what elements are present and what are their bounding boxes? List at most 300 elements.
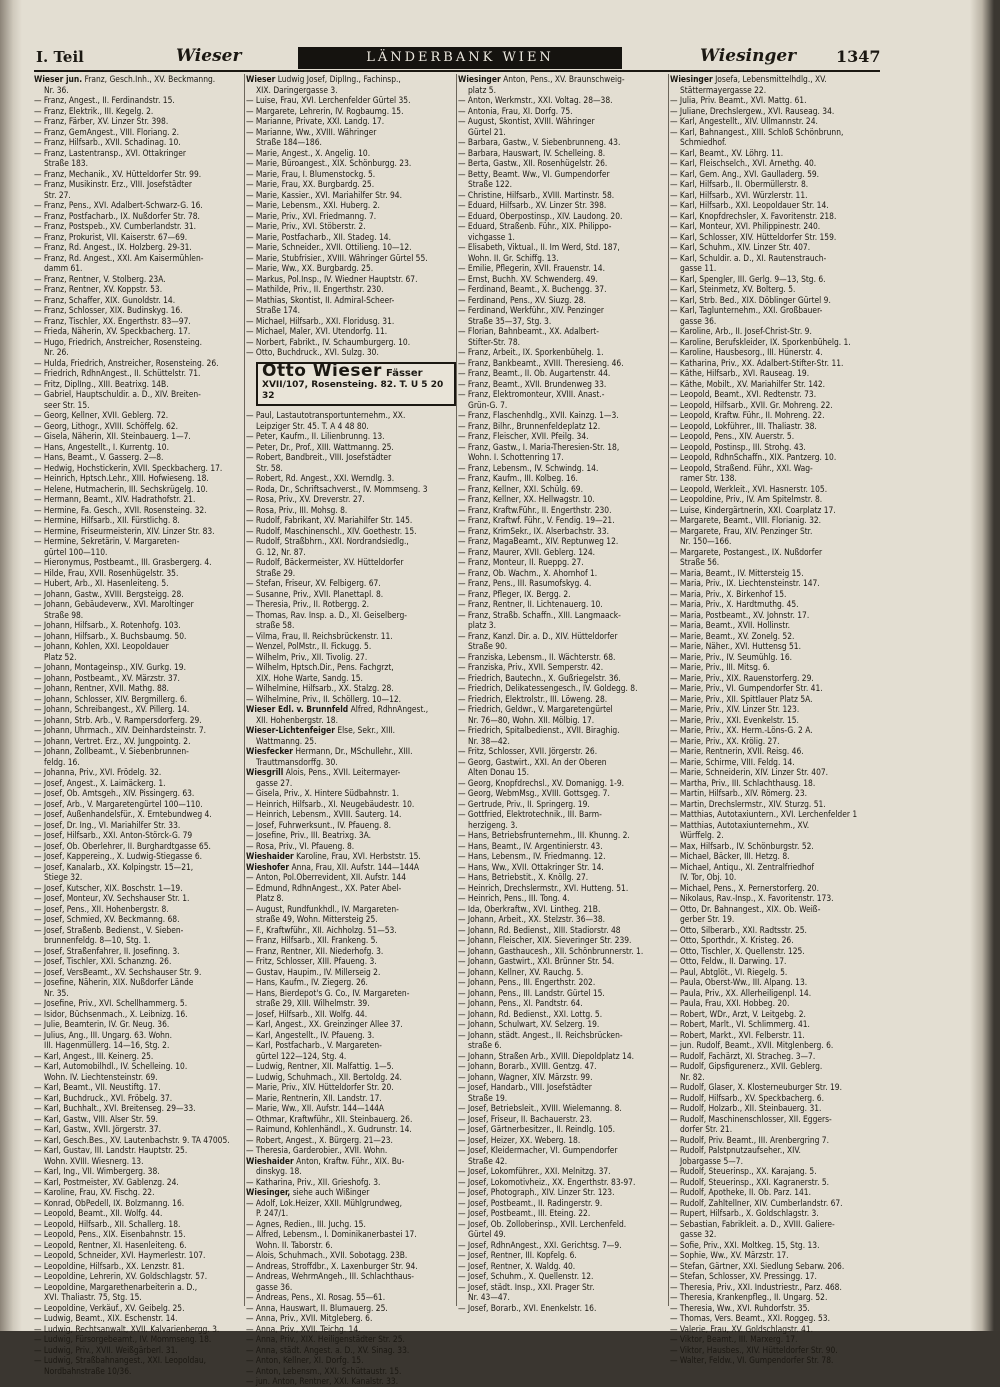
advertisement-address: XVII/107, Rosensteing. 82. T. U 5 20 32 xyxy=(262,380,444,401)
directory-entry: — Rupert, Hilfsarb., X. Goldschlagstr. 3. xyxy=(670,1208,819,1218)
directory-entry: — Karl, Gem. Ang., XVI. Gaulladerg. 59. xyxy=(670,168,820,179)
directory-entry: — Robert, Markt., XVI. Felberstr. 11. xyxy=(670,1029,805,1040)
directory-entry: — Konrad, ObPedell, IX. Bolzmanng. 16. xyxy=(34,1197,185,1208)
directory-entry: — Elisabeth, Viktual., II. Im Werd, Std. 187, xyxy=(458,242,620,252)
directory-entry: — Karoline, Frau, XV. Fischg. 22. xyxy=(34,1187,155,1197)
directory-entry: — Marie, Stubfrisier., XVIII. Währinger Gürtel 55. xyxy=(246,252,428,263)
directory-entry: — Franz, Postfacharb., IX. Nußdorfer Str. 78. xyxy=(34,210,200,221)
directory-entry: — Karl, Angestellt., XIV. Ullmannstr. 24. xyxy=(670,116,818,126)
entry-continuation: Wattmanng. 25. xyxy=(256,735,317,746)
page-edge-shadow xyxy=(970,0,1000,1331)
directory-entry: — Mathias, Skontist, II. Admiral-Scheer- xyxy=(246,294,395,305)
directory-entry: — Karoline, Hausbesorg., III. Hünerstr. 4. xyxy=(670,347,823,357)
directory-entry: — Mathilde, Priv., II. Engerthstr. 230. xyxy=(246,284,384,294)
directory-entry: — Anna, städt. Angest. a. D., XV. Sinag. 33. xyxy=(246,1344,410,1355)
directory-entry: — Franz, Rentner, XII. Niederhofg. 3. xyxy=(246,945,384,956)
directory-entry: — Franz, Ob. Wachm., X. Ahornhof 1. xyxy=(458,567,598,578)
directory-entry: — Franz, Prokurist, VII. Kaiserstr. 67—69. xyxy=(34,231,188,242)
directory-entry: — Karl, Spengler, III. Gerlg. 9—13, Stg. 6. xyxy=(670,273,826,284)
directory-entry: — Karl, Beamt., VII. Neustiftg. 17. xyxy=(34,1082,161,1092)
directory-column-4 xyxy=(670,74,884,1365)
entry-continuation: straße 29, XIII. Wilhelmstr. 39. xyxy=(256,998,370,1008)
directory-entry: — Josef, Postbeamt., III. Eteing. 22. xyxy=(458,1208,591,1218)
entry-continuation: straße 49, Wohn. Mittersteig 25. xyxy=(256,914,378,924)
directory-entry: — Edmund, RdhnAngest., XX. Pater Abel- xyxy=(246,882,402,893)
directory-entry: — Margarete, Postangest., IX. Nußdorfer xyxy=(670,546,823,557)
directory-entry: — Marie, Büroangest., XIX. Schönburgg. 23. xyxy=(246,158,412,168)
header-last-entry: Wiesinger xyxy=(700,46,797,66)
entry-continuation: Nr. 76—80, Wohn. XII. Mölbig. 17. xyxy=(468,714,595,725)
directory-entry: — Rudolf, Maschinenschlosser, XII. Eggers- xyxy=(670,1113,832,1124)
directory-entry: — Käthe, Mobilt., XV. Mariahilfer Str. 142. xyxy=(670,378,825,389)
entry-continuation: gasse 36. xyxy=(680,315,717,326)
directory-entry: — Vilma, Frau, II. Reichsbrückenstr. 11. xyxy=(246,630,393,641)
directory-entry: — Gisela, Näherin, XII. Steinbauerg. 1—7. xyxy=(34,431,191,441)
directory-entry: — Eduard, Oberpostinsp., XIV. Laudong. 20. xyxy=(458,210,623,221)
directory-entry: — Rudolf, Hilfsarb., XV. Speckbacherg. 6. xyxy=(670,1092,824,1103)
directory-entry: — Paula, Priv., XX. Allerheiligenpl. 14. xyxy=(670,987,812,998)
entry-continuation: Stifter-Str. 78. xyxy=(468,336,521,347)
entry-continuation: Wohn. II. Gr. Schiffg. 13. xyxy=(468,252,559,263)
directory-entry: — Rudolf, Priv. Beamt., III. Arenbergring 7. xyxy=(670,1134,829,1145)
directory-entry: — Josef, Angest., X. Laimäckerg. 1. xyxy=(34,777,166,788)
directory-entry: — Karl, Bahnangest., XIII. Schloß Schönbrunn, xyxy=(670,126,844,137)
directory-entry: — Marie, Näher., XVI. Huttensg 51. xyxy=(670,641,801,651)
directory-entry: — Georg, Kellner, XVII. Geblerg. 72. xyxy=(34,410,169,420)
entry-continuation: gasse 27. xyxy=(256,777,293,788)
directory-entry: — Rudolf, Bäckermeister, XV. Hütteldorfer xyxy=(246,557,404,567)
entry-continuation: XVI. Thaliastr. 75, Stg. 15. xyxy=(44,1292,142,1302)
directory-entry: — Leopold, Postinsp., III. Strohg. 43. xyxy=(670,441,806,452)
directory-entry: — Josef, Schuhm., X. Quellenstr. 12. xyxy=(458,1271,594,1281)
directory-entry: — Leopold, Hilfsarb., XII. Schallerg. 18. xyxy=(34,1218,181,1229)
directory-entry: — Josef, Straßenb. Bedienst., V. Sieben- xyxy=(34,924,184,935)
directory-entry: — Rudolf, Gipsfigurenerz., XVII. Geblerg. xyxy=(670,1061,823,1071)
directory-entry: — Katharina, Priv., XX. Adalbert-Stifter-Str. 11. xyxy=(670,357,844,368)
directory-entry: — Leopold, Kraftw. Führ., II. Mohreng. 22. xyxy=(670,410,825,420)
directory-entry: — Raimund, Kohlenhändl., X. Gudrunstr. 14. xyxy=(246,1124,412,1134)
directory-entry: — August, Rundfunkhdl., IV. Margareten- xyxy=(246,903,399,914)
directory-entry: — Hulda, Friedrich, Anstreicher, Rosensteing. 26. xyxy=(34,357,219,368)
directory-entry: — Robert, Bandbreit., VIII. Josefstädter xyxy=(246,452,392,462)
entry-continuation: straße 58. xyxy=(256,620,295,630)
directory-entry: — Franz, Monteur, II. Rueppg. 27. xyxy=(458,557,584,567)
directory-entry: — Marie, Priv., III. Mitsg. 6. xyxy=(670,662,770,672)
entry-continuation: Grün-G. 7. xyxy=(468,399,508,410)
directory-entry: — Margarete, Beamt., VIII. Florianig. 32. xyxy=(670,515,822,525)
directory-entry: — Paul, Lastautotransportunternehm., XX. xyxy=(246,410,406,420)
directory-entry: — Marie, Schneiderin, XIV. Linzer Str. 407. xyxy=(670,767,829,777)
directory-entry: — Maria, Priv., X. Birkenhof 15. xyxy=(670,588,787,599)
directory-entry: — Leopoldine, Margarethenarbeiterin a. D., xyxy=(34,1281,198,1292)
directory-entry: — Emilie, Pflegerin, XVII. Frauenstr. 14. xyxy=(458,263,605,273)
directory-entry: — Johann, Schlosser, XIV. Bergmillerg. 6. xyxy=(34,693,188,704)
directory-entry: — Walter, Feldw., VI. Gumpendorfer Str. 78. xyxy=(670,1355,834,1365)
directory-entry: — Ludwig, Beamt., XIX. Eschenstr. 14. xyxy=(34,1313,178,1323)
directory-entry: — Karl, Gustav, III. Landstr. Hauptstr. 25. xyxy=(34,1145,188,1155)
directory-entry: — Johann, Schulwart, XV. Selzerg. 19. xyxy=(458,1019,600,1029)
directory-entry: — Theresia, Priv., XXI. Industriestr., Parz. 468. xyxy=(670,1281,842,1292)
directory-entry: — Karl, Gastw., XVII. Jörgerstr. 37. xyxy=(34,1124,162,1134)
directory-entry: — Maria, Priv., IX. Liechtensteinstr. 147. xyxy=(670,578,820,588)
directory-entry: — Franz, Rentner, V. Stolberg. 23A. xyxy=(34,273,166,284)
entry-continuation: straße 6. xyxy=(468,1040,502,1050)
directory-entry: — Hans, Beamt., IV. Argentinierstr. 43. xyxy=(458,840,603,851)
directory-entry: — Hedwig, Hochstickerin, XVII. Speckbacherg. 17. xyxy=(34,462,223,473)
directory-entry: — Franz, Straßb. Schaffn., XIII. Langmaack- xyxy=(458,609,621,620)
directory-entry: — Marie, Priv., XIX. Rauenstorferg. 29. xyxy=(670,672,814,683)
directory-entry: — Franz, Hilfsarb., XII. Frankeng. 5. xyxy=(246,935,378,945)
directory-entry: — Rudolf, Zahltellner, XIV. Cumberlandstr. 67. xyxy=(670,1197,843,1208)
directory-entry: — Johann, Pens., III. Landstr. Gürtel 15. xyxy=(458,987,605,998)
directory-entry: — Ferdinand, Werkführ., XIV. Penzinger xyxy=(458,305,605,315)
directory-entry: — Johann, Fleischer, XIX. Sieveringer Str. 239. xyxy=(458,935,632,945)
directory-entry: — Franziska, Lebensm., II. Wächterstr. 68. xyxy=(458,651,616,662)
directory-entry: — Marie, Priv., XXI. Evenkelstr. 15. xyxy=(670,714,799,725)
entry-continuation: Jobargasse 5—7. xyxy=(680,1155,743,1166)
directory-entry: — Hermine, Fa. Gesch., XVII. Rosensteing. 32. xyxy=(34,504,207,515)
entry-continuation: XIX. Hohe Warte, Sandg. 15. xyxy=(256,672,363,683)
directory-entry: — Johann, Zollbeamt., V. Siebenbrunnen- xyxy=(34,746,189,756)
directory-entry: — Theresia, Priv., II. Rotbergg. 2. xyxy=(246,599,370,609)
entry-continuation: Straße 184—186. xyxy=(256,137,322,147)
directory-entry: — Hermann, Beamt., XIV. Hadrathofstr. 21. xyxy=(34,494,196,504)
directory-entry: — Matthias, Autotaxiuntern., XVI. Lerchenfelder 1 xyxy=(670,809,858,819)
directory-entry: — Ludwig, Rentner, XII. Malfattig. 1—5. xyxy=(246,1061,394,1071)
directory-entry: — Viktor, Hausbes., XIV. Hütteldorfer Str. 90. xyxy=(670,1344,838,1355)
directory-entry: — Friedrich, Delikatessengesch., IV. Goldegg. 8. xyxy=(458,683,638,693)
directory-entry: — Michael, Pens., X. Pernerstorferg. 20. xyxy=(670,882,819,893)
directory-entry: — Heinrich, Hptsch.Lehr., XIII. Hofwieseng. 18. xyxy=(34,473,209,483)
directory-entry: — Fritz, Schlosser, XVII. Jörgerstr. 26. xyxy=(458,746,598,756)
surname-entry: Wieshaider Anton, Kraftw. Führ., XIX. Bu- xyxy=(246,1155,405,1166)
directory-entry: — Otto, Feldw., II. Darwing. 17. xyxy=(670,956,787,966)
directory-entry: — Johann, Vertret. Erz., XV. Jungpointg. 2. xyxy=(34,735,191,746)
directory-entry: — Josef, Fuhrwerksunt., IV. Pfaueng. 8. xyxy=(246,819,391,830)
directory-entry: — Franz, Hilfsarb., XVII. Schadinag. 10. xyxy=(34,137,181,147)
directory-entry: — Karl, Schuhm., XIV. Linzer Str. 407. xyxy=(670,242,811,252)
directory-entry: — Karl, Schuldir. a. D., XI. Rautenstrauch- xyxy=(670,252,827,263)
directory-entry: — Michael, Maler, XVI. Utendorfg. 11. xyxy=(246,326,388,336)
directory-entry: — Marie, Priv., VI. Gumpendorfer Str. 41. xyxy=(670,683,823,693)
directory-entry: — Marie, Priv., XVI. Stöberstr. 2. xyxy=(246,221,366,231)
directory-entry: — Friedrich, Spitalbedienst., XVII. Biraghig. xyxy=(458,725,620,735)
directory-entry: — Johann, Pens., III. Engerthstr. 202. xyxy=(458,977,596,987)
entry-continuation: Straße 98. xyxy=(44,609,84,620)
directory-entry: — Hans, Lebensm., IV. Friedmanng. 12. xyxy=(458,851,606,861)
directory-entry: — Franz, Postspeb., XV. Cumberlandstr. 31. xyxy=(34,221,197,231)
directory-entry: — Heinrich, Drechslermstr., XVI. Hutteng. 51. xyxy=(458,882,629,893)
directory-entry: — Karl, Angest., XX. Greinzinger Allee 37. xyxy=(246,1019,403,1029)
directory-entry: — Adolf, Lok.Heizer, XXII. Mühlgrundweg, xyxy=(246,1197,403,1208)
directory-entry: — Karl, Hilfsarb., II. Obermüllerstr. 8. xyxy=(670,179,809,189)
directory-entry: — Margarete, Lehrerin, IV. Rogbaumg. 15. xyxy=(246,105,404,116)
directory-entry: — Fritz, Schlosser, XIII. Pfaueng. 3. xyxy=(246,956,377,966)
directory-entry: — Hans, Betriebstit., X. Knöllg. 27. xyxy=(458,872,589,882)
directory-entry: — Johann, Wagner, XIV. Märzstr. 99. xyxy=(458,1071,593,1082)
header-first-entry: Wieser xyxy=(176,46,242,66)
directory-entry: — Barbara, Hauswart, IV. Schelleing. 8. xyxy=(458,147,606,158)
directory-entry: — Heinrich, Lebensm., XVIII. Sauterg. 14. xyxy=(246,809,402,819)
directory-entry: — Julius, Ang., III. Ungarg. 63. Wohn. xyxy=(34,1029,173,1040)
directory-entry: — Karl, Hilfsarb., XVI. Würzlerstr. 11. xyxy=(670,189,808,200)
directory-entry: — Anna, Priv., XIX. Heiligenstädter Str. 25. xyxy=(246,1334,405,1344)
directory-entry: — Rosa, Priv., III. Mohsg. 8. xyxy=(246,504,348,515)
directory-entry: — Andreas, Stroffdbr., X. Laxenburger Str. 94. xyxy=(246,1260,418,1271)
directory-entry: — Marie, Ww., XX. Burgbardg. 25. xyxy=(246,263,374,273)
directory-entry: — Karoline, Arb., II. Josef-Christ-Str. 9. xyxy=(670,326,812,336)
directory-entry: — Karl, Automobilhdl., IV. Schelleing. 10. xyxy=(34,1061,188,1071)
directory-entry: — Josef, Borarb., XVI. Enenkelstr. 16. xyxy=(458,1302,597,1313)
directory-entry: — Franz, Bilhr., Brunnenfeldeplatz 12. xyxy=(458,420,601,431)
directory-entry: — Leopoldine, Priv., IV. Am Spitelmstr. 8. xyxy=(670,494,823,504)
directory-entry: — Josef, Postbeamt., II. Radingerstr. 9. xyxy=(458,1197,603,1208)
surname-entry: Wiesfecker Hermann, Dr., MSchullehr., XIII. xyxy=(246,746,413,756)
entry-continuation: Wohn. II. Taborstr. 6. xyxy=(256,1239,333,1250)
directory-entry: — Karl, Beamt., XV. Löhrg. 11. xyxy=(670,147,784,158)
directory-entry: — Robert, Marlt., VI. Schlimmerg. 41. xyxy=(670,1019,810,1029)
directory-entry: — Rudolf, Maschinenschl., XIV. Goethestr. 15. xyxy=(246,525,417,536)
directory-entry: — Anna, Hauswart, II. Blumauerg. 25. xyxy=(246,1302,388,1313)
entry-continuation: gerber Str. 19. xyxy=(680,914,735,924)
directory-entry: — Josef, Pens., XII. Hohenbergstr. 8. xyxy=(34,903,169,914)
directory-entry: — Johanna, Priv., XVI. Frödelg. 32. xyxy=(34,767,162,777)
directory-entry: — Rudolf, Palstpnutzaufseher., XIV. xyxy=(670,1145,801,1155)
directory-entry: — Johann, Strb. Arb., V. Rampersdorferg. 29. xyxy=(34,714,202,725)
entry-continuation: Stättermayergasse 22. xyxy=(680,84,767,95)
directory-entry: — Marie, Beamt., XV. Zonelg. 52. xyxy=(670,630,795,641)
directory-entry: — Johann, Kellner, XV. Rauchg. 5. xyxy=(458,966,584,977)
directory-entry: — Josef, Schmied, XV. Beckmanng. 68. xyxy=(34,914,180,924)
column-divider xyxy=(244,74,245,1306)
entry-continuation: Nr. 35. xyxy=(44,987,69,998)
directory-entry: — Karl, Knopfdrechsler, X. Favoritenstr. 218. xyxy=(670,210,837,221)
directory-entry: — Matthias, Autotaxiunternehm., XV. xyxy=(670,819,810,830)
directory-entry: — Josef, Heizer, XX. Weberg. 18. xyxy=(458,1134,581,1145)
directory-entry: — Franz, Flaschenhdlg., XVII. Kainzg. 1—3. xyxy=(458,410,619,420)
entry-continuation: III. Hagenmüllerg. 14—16, Stg. 2. xyxy=(44,1040,170,1050)
entry-continuation: Leipziger Str. 45. T. A 4 48 80. xyxy=(256,420,369,431)
directory-column-2 xyxy=(246,74,460,1386)
column-divider xyxy=(668,74,669,1306)
directory-entry: — Johann, Gasthaucesh., XII. Schönbrunnerstr. 1. xyxy=(458,945,644,956)
directory-entry: — Ludwig, Straßbahnangest., XXI. Leopoldau, xyxy=(34,1355,207,1365)
directory-entry: — Josef, Lokomotivheiz., XX. Engerthstr. 83-97. xyxy=(458,1176,636,1187)
directory-entry: — Josef, Ob. Oberlehrer, II. Burghardtgasse 65. xyxy=(34,840,211,851)
surname-entry: Wiesinger Josefa, Lebensmittelhdlg., XV. xyxy=(670,74,827,84)
directory-entry: — Johann, Rentner, XVII. Mathg. 88. xyxy=(34,683,169,693)
directory-entry: — Johann, Schreibangest., XV. Pillerg. 14. xyxy=(34,704,190,714)
directory-entry: — Rudolf, Fabrikant, XV. Mariahilfer Str. 145. xyxy=(246,515,413,525)
directory-entry: — Karl, Buchdruck., XVI. Fröbelg. 37. xyxy=(34,1092,173,1103)
directory-entry: — Johann, Gastw., XVIII. Bergsteigg. 28. xyxy=(34,588,184,599)
page-header xyxy=(36,44,881,72)
directory-entry: — Josef, städt. Insp., XXI. Prager Str. xyxy=(458,1281,595,1292)
directory-entry: — Rudolf, Glaser, X. Klosterneuburger Str. 19. xyxy=(670,1082,842,1092)
directory-entry: — Josef, Gärtnerbesitzer., II. Reindlg. 105. xyxy=(458,1124,616,1134)
directory-entry: — Leopold, RdhnSchaffn., XIX. Pantzerg. 10. xyxy=(670,452,837,462)
directory-column-3 xyxy=(458,74,672,1313)
directory-entry: — Josef, Hilfsarb., XII. Wolfg. 44. xyxy=(246,1008,368,1019)
directory-entry: — Marie, Priv., XIV. Hütteldorfer Str. 20. xyxy=(246,1082,394,1092)
directory-entry: — Leopold, Schneider, XVI. Haymerlestr. 107. xyxy=(34,1250,206,1260)
directory-entry: — Josef, VersBeamt., XV. Sechshauser Str. 9. xyxy=(34,966,202,977)
entry-continuation: Gürtel 21. xyxy=(468,126,506,137)
directory-entry: — Leopold, Werkleit., XVI. Hasnerstr. 105. xyxy=(670,483,828,494)
directory-entry: — Thomas, Rav. Insp. a. D., XI. Geiselberg- xyxy=(246,609,407,620)
directory-entry: — Johann, Uhrmach., XIV. Deinhardsteinstr. 7. xyxy=(34,725,207,735)
directory-entry: — Maria, Postbeamt., XV. Johnstr. 17. xyxy=(670,609,810,620)
otto-wieser-advertisement xyxy=(256,362,456,407)
surname-entry: Wieser jun. Franz, Gesch.Inh., XV. Beckmanng. xyxy=(34,74,216,84)
directory-entry: — August, Skontist, XVIII. Währinger xyxy=(458,116,595,126)
directory-entry: — Friedrich, RdhnAngest., II. Schüttelstr. 71. xyxy=(34,368,201,378)
directory-entry: — Rosa, Priv., VI. Pfaueng. 8. xyxy=(246,840,355,851)
directory-entry: — Luise, Kindergärtnerin, XXI. Coarplatz 17. xyxy=(670,504,836,515)
directory-entry: — Käthe, Hilfsarb., XVI. Rauseag. 19. xyxy=(670,368,810,378)
directory-entry: — Paula, Oberst-Ww., III. Alpang. 13. xyxy=(670,977,808,987)
entry-continuation: feldg. 16. xyxy=(44,756,80,767)
directory-entry: — Josef, Straßenfahrer, II. Josefinng. 3. xyxy=(34,945,180,956)
directory-entry: — Michael, Hilfsarb., XXI. Floridusg. 31. xyxy=(246,315,395,326)
entry-continuation: seer Str. 15. xyxy=(44,399,90,410)
directory-entry: — Juliane, Drechslergew., XVI. Rauseag. 34. xyxy=(670,105,835,116)
directory-entry: — Marie, Schneider., XVII. Ottilieng. 10—12. xyxy=(246,242,412,252)
entry-continuation: Straße 183. xyxy=(44,158,88,168)
directory-entry: — Otto, Silberarb., XXI. Radtsstr. 25. xyxy=(670,924,807,935)
directory-entry: — Josef, Rentner, X. Waldg. 40. xyxy=(458,1260,576,1271)
directory-entry: — Valerie, Frau, XV. Goldschlagstr. 41. xyxy=(670,1323,814,1334)
header-part: I. Teil xyxy=(36,48,84,66)
entry-continuation: gasse 32. xyxy=(680,1229,717,1239)
entry-continuation: dorfer Str. 21. xyxy=(680,1124,733,1134)
directory-entry: — Ludwig, Rechtsanwalt, XVII. Kalvarienbergg. 3. xyxy=(34,1323,220,1334)
directory-entry: — Wilhelmine, Hilfsarb., XX. Stalzg. 28. xyxy=(246,683,394,693)
directory-entry: — Josefine, Priv., III. Beatrixg. 3A. xyxy=(246,830,372,840)
entry-continuation: Nr. 38—42. xyxy=(468,735,510,746)
directory-entry: — Ludwig, Schuhmach., XII. Bertoldg. 24. xyxy=(246,1071,402,1082)
entry-continuation: Straße 19. xyxy=(468,1092,508,1103)
directory-entry: — Paul, Abtglöt., VI. Riegelg. 5. xyxy=(670,966,788,977)
directory-entry: — Wilhelmine, Priv., II. Schöllerg. 10—12. xyxy=(246,693,402,704)
directory-entry: — Johann, Postbeamt., XV. Märzstr. 37. xyxy=(34,672,180,683)
entry-continuation: gasse 36. xyxy=(256,1281,293,1292)
surname-entry: Wieser Edl. v. Brunnfeld Alfred, RdhnAngest., xyxy=(246,704,429,714)
entry-continuation: brunnenfeldg. 8—10, Stg. 1. xyxy=(44,935,151,945)
directory-entry: — Michael, Antiqu., XI. Zentralfriedhof xyxy=(670,861,815,872)
entry-continuation: P. 247/1. xyxy=(256,1208,289,1218)
directory-entry: — Johann, Hilfsarb., X. Rotenhofg. 103. xyxy=(34,620,181,630)
directory-entry: — Marie, Priv., IV. Seumühlg. 16. xyxy=(670,651,793,662)
directory-entry: — Rudolf, Fachärzt, XI. Stracheg. 3—7. xyxy=(670,1050,816,1061)
directory-entry: — Gabriel, Hauptschuldir. a. D., XIV. Breiten- xyxy=(34,389,201,399)
directory-entry: — Otto, Dr. Bahnangest., XIX. Ob. Weiß- xyxy=(670,903,821,914)
directory-entry: — Rudolf, Straßbhrn., XXI. Nordrandsiedlg., xyxy=(246,536,409,546)
directory-entry: — Marie, Postfacharb., XII. Stadeg. 14. xyxy=(246,231,391,242)
directory-entry: — Franz, Pfleger, IX. Bergg. 2. xyxy=(458,588,571,599)
directory-entry: — Karl, Taglunternehm., XXI. Großbauer- xyxy=(670,305,823,315)
directory-entry: — Markus, Pol.Insp., IV. Wiedner Hauptstr. 67. xyxy=(246,273,418,284)
directory-entry: — Marie, Frau, XX. Burgbardg. 25. xyxy=(246,179,375,189)
entry-continuation: damm 61. xyxy=(44,263,83,273)
column-divider xyxy=(456,74,457,1306)
directory-entry: — Hermine, Friseurmeisterin, XIV. Linzer Str. 83. xyxy=(34,525,215,536)
directory-entry: — Anton, Werkmstr., XXI. Voltag. 28—38. xyxy=(458,95,613,105)
advertisement-name: Otto Wieser xyxy=(262,360,382,381)
directory-entry: — Hans, Ww., XVII. Ottakringer Str. 14. xyxy=(458,861,604,872)
directory-entry: — Josef, Außenhandelsfür., X. Erntebundweg 4. xyxy=(34,809,212,819)
directory-entry: — Marie, Ww., XII. Aufstr. 144—144A xyxy=(246,1103,385,1113)
directory-entry: — Betty, Beamt. Ww., VI. Gumpendorfer xyxy=(458,168,610,179)
entry-continuation: IV. Tor, Obj. 10. xyxy=(680,872,737,882)
directory-entry: — Franz, Elektrik., III. Kegelg. 2. xyxy=(34,105,154,116)
entry-continuation: herzigeng. 3. xyxy=(468,819,518,830)
directory-entry: — Margarete, Frau, XIV. Penzinger Str. xyxy=(670,525,813,536)
directory-entry: — Friedrich, Geldwr., V. Margaretengürtel xyxy=(458,704,613,714)
directory-entry: — Max, Hilfsarb., IV. Schönburgstr. 52. xyxy=(670,840,814,851)
entry-continuation: XIX. Daringergasse 3. xyxy=(256,84,338,95)
entry-continuation: platz 3. xyxy=(468,620,496,630)
entry-continuation: Straße 90. xyxy=(468,641,508,651)
entry-continuation: Straße 56. xyxy=(680,557,720,567)
directory-entry: — Josef, Kappereing., X. Ludwig-Stiegasse 6. xyxy=(34,851,203,861)
directory-entry: — Sebastian, Fabrikleit. a. D., XVIII. Galiere- xyxy=(670,1218,835,1229)
directory-entry: — Friedrich, Elektrolstr., III. Löweng. 28. xyxy=(458,693,608,704)
directory-entry: — Wilhelm, Hptsch.Dir., Pens. Fachgrzt, xyxy=(246,662,394,672)
directory-entry: — Franz, Beamt., XVII. Brundenweg 33. xyxy=(458,378,607,389)
directory-entry: — Wenzel, PolMstr., II. Fickugg. 5. xyxy=(246,641,372,651)
entry-continuation: vichgasse 1. xyxy=(468,231,515,242)
directory-entry: — Norbert, Fabrikt., IV. Schaumburgerg. 10. xyxy=(246,336,411,347)
directory-entry: — Leopold, Beamt., XVI. Redtenstr. 73. xyxy=(670,389,817,399)
entry-continuation: Nr. 26. xyxy=(44,347,69,357)
directory-entry: — Friedrich, Bautechn., X. Gußriegelstr. 36. xyxy=(458,672,621,683)
directory-entry: — Franz, Mechanik., XV. Hütteldorfer Str. 99. xyxy=(34,168,202,179)
page-number: 1347 xyxy=(836,47,881,66)
directory-entry: — Eduard, Hilfsarb., XV. Linzer Str. 398. xyxy=(458,200,607,210)
directory-entry: — Rudolf, Holzarb., XII. Steinbauerg. 31. xyxy=(670,1103,822,1113)
directory-entry: — Andreas, Pens., XI. Rosag. 55—61. xyxy=(246,1292,386,1302)
directory-entry: — Georg, Gastwirt., XXI. An der Oberen xyxy=(458,756,607,767)
directory-entry: — Leopold, Beamt., XII. Wolfg. 44. xyxy=(34,1208,163,1218)
directory-entry: — Josefine, Priv., XVI. Schellhammerg. 5. xyxy=(34,998,188,1008)
directory-entry: — Franz, Kaufm., III. Kolbeg. 16. xyxy=(458,473,578,483)
directory-entry: — Franz, Lebensm., IV. Schwindg. 14. xyxy=(458,462,599,473)
directory-entry: — Maria, Beamt., IV. Mittersteig 15. xyxy=(670,567,804,578)
directory-entry: — F., Kraftwführ., XII. Aichholzg. 51—53. xyxy=(246,924,397,935)
directory-entry: — Anton, Kellner, XI. Dorfg. 15. xyxy=(246,1355,364,1365)
entry-continuation: Stiege 32. xyxy=(44,872,83,882)
directory-entry: — Rosa, Priv., XV. Dreverstr. 27. xyxy=(246,494,365,504)
directory-entry: — Franz, Kraftw.Führ., II. Engerthstr. 230. xyxy=(458,504,612,515)
directory-entry: — Anna, Priv., XVII. Teichg. 14. xyxy=(246,1323,361,1334)
directory-entry: — Marie, Lebensm., XXI. Huberg. 2. xyxy=(246,200,380,210)
directory-entry: — Franz, Beamt., II. Ob. Augartenstr. 44. xyxy=(458,368,611,378)
directory-entry: — jun. Rudolf, Beamt., XVII. Mitglenberg. 6. xyxy=(670,1040,834,1050)
directory-entry: — Franz, Kellner, XX. Hellwagstr. 10. xyxy=(458,494,595,504)
directory-entry: — Franz, Pens., III. Rasumofskyg. 4. xyxy=(458,578,592,588)
directory-entry: — Karl, Fleischselch., XVI. Arnethg. 40. xyxy=(670,158,817,168)
directory-entry: — Marie, Frau, I. Blumenstockg. 5. xyxy=(246,168,376,179)
directory-entry: — Viktor, Beamt., III. Marxerg. 17. xyxy=(670,1334,798,1344)
directory-entry: — Roda, Dr., Schriftsachverst., IV. Mommseng. 3 xyxy=(246,483,428,494)
directory-entry: — Leopold, Lokführer., III. Thaliastr. 38. xyxy=(670,420,817,431)
directory-entry: — Martin, Drechslermstr., XIV. Sturzg. 51. xyxy=(670,798,826,809)
directory-entry: — Gottfried, Elektrotechnik., III. Barm- xyxy=(458,809,602,819)
directory-entry: — Karl, Buchhalt., XVI. Breitenseg. 29—33. xyxy=(34,1103,196,1113)
directory-entry: — Johann, Hilfsarb., X. Buchsbaumg. 50. xyxy=(34,630,187,641)
directory-entry: — Karoline, Berufskleider, IX. Sporkenbühelg. 1. xyxy=(670,336,851,347)
